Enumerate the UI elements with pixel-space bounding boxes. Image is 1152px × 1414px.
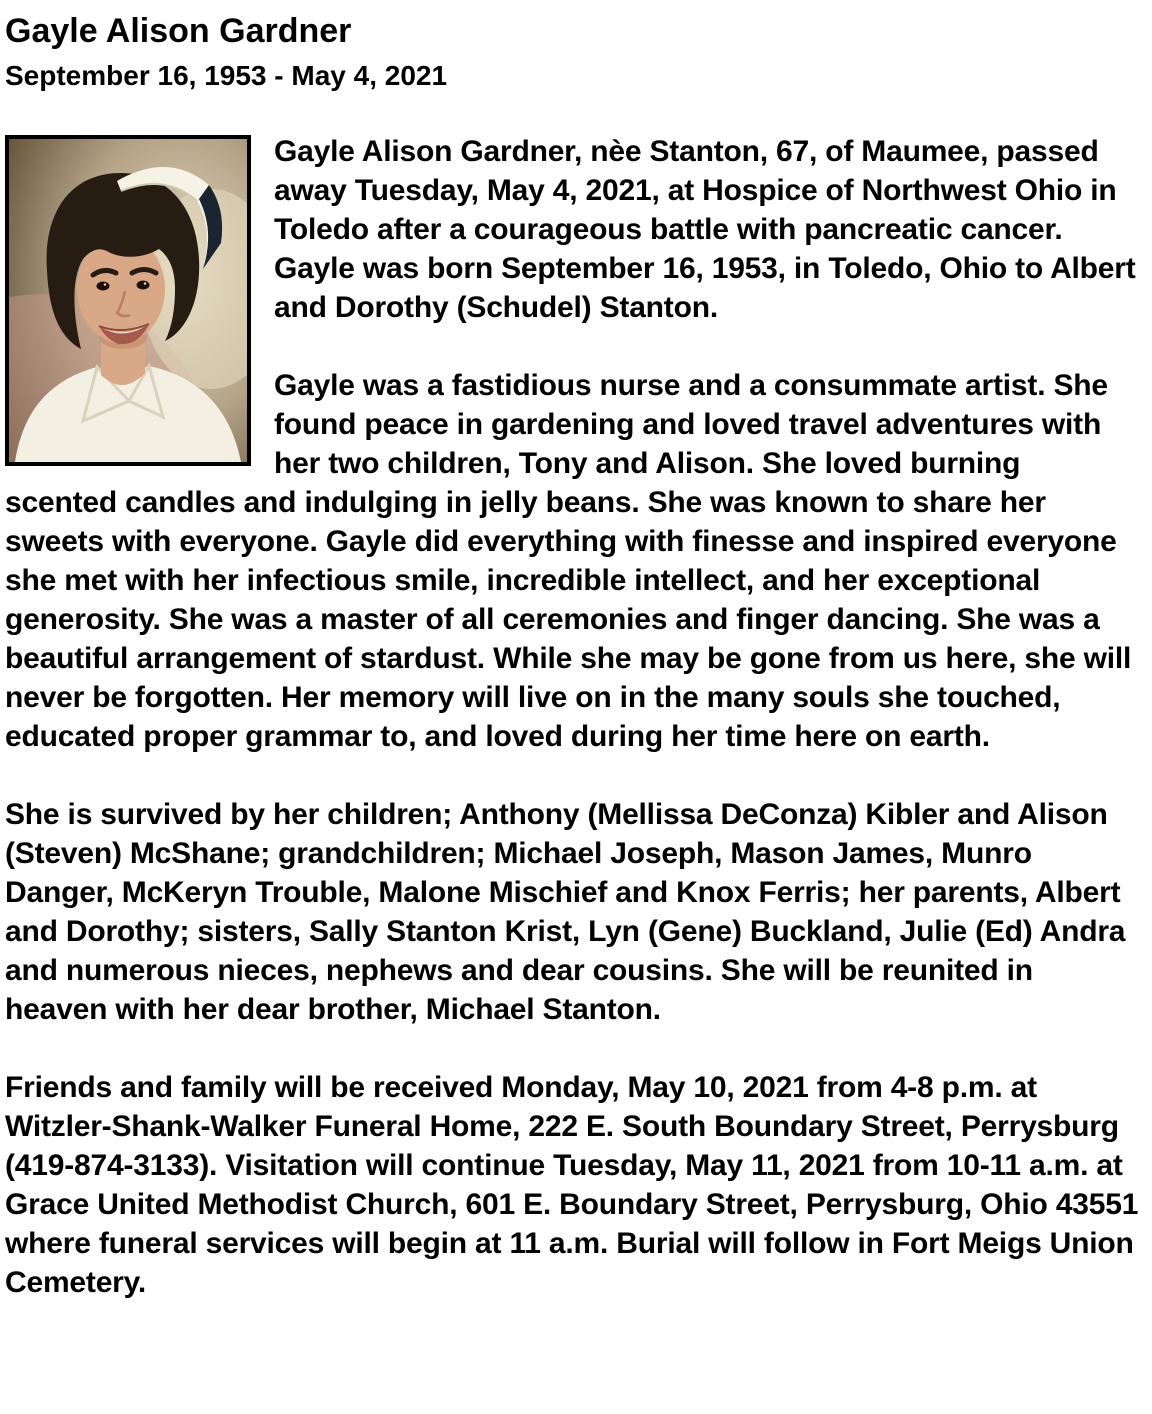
obituary-body — [5, 132, 1140, 1302]
portrait-photo-frame — [5, 135, 251, 466]
obituary-paragraph-services: Friends and family will be received Monday, May 10, 2021 from 4-8 p.m. at Witzler-Shank-Walker Funeral Home, 222 E. South Boundary Street, Perrysburg (419-874-3133). Visitation will continue Tuesday, May 11, 2021 from 10-11 a.m. at Grace United Methodist Church, 601 E. Boundary Street, Perrysburg, Ohio 43551 where funeral services will begin at 11 a.m. Burial will follow in Fort Meigs Union Cemetery. — [5, 1071, 1139, 1300]
eye-right-glint — [144, 283, 147, 286]
page-title: Gayle Alison Gardner — [5, 12, 352, 50]
eye-left — [97, 282, 110, 291]
obituary-paragraph-life: Gayle was a fastidious nurse and a consummate artist. She found peace in gardening and loved travel adventures with her two children, Tony and Alison. She loved burning scented candles and indulging in jelly beans. She was known to share her sweets with everyone. Gayle did everything with finesse and inspired everyone she met with her infectious smile, incredible intellect, and her exceptional generosity. She was a master of all ceremonies and finger dancing. She was a beautiful arrangement of stardust. While she may be gone from us here, she will never be forgotten. Her memory will live on in the many souls she touched, educated proper grammar to, and loved during her time here on earth. — [5, 369, 1132, 754]
eye-left-glint — [104, 284, 107, 287]
obituary-paragraph-survivors: She is survived by her children; Anthony (Mellissa DeConza) Kibler and Alison (Steven) McShane; grandchildren; Michael Joseph, Mason James, Munro Danger, McKeryn Trouble, Malone Mischief and Knox Ferris; her parents, Albert and Dorothy; sisters, Sally Stanton Krist, Lyn (Gene) Buckland, Julie (Ed) Andra and numerous nieces, nephews and dear cousins. She will be reunited in heaven with her dear brother, Michael Stanton. — [5, 798, 1126, 1027]
life-dates: September 16, 1953 - May 4, 2021 — [5, 60, 448, 92]
eye-right — [137, 281, 150, 290]
obituary-paragraph-intro: Gayle Alison Gardner, nèe Stanton, 67, of Maumee, passed away Tuesday, May 4, 2021, at Hospice of Northwest Ohio in Toledo after a courageous battle with pancreatic cancer. Gayle was born September 16, 1953, in Toledo, Ohio to Albert and Dorothy (Schudel) Stanton. — [274, 135, 1136, 325]
portrait-illustration — [9, 139, 247, 462]
